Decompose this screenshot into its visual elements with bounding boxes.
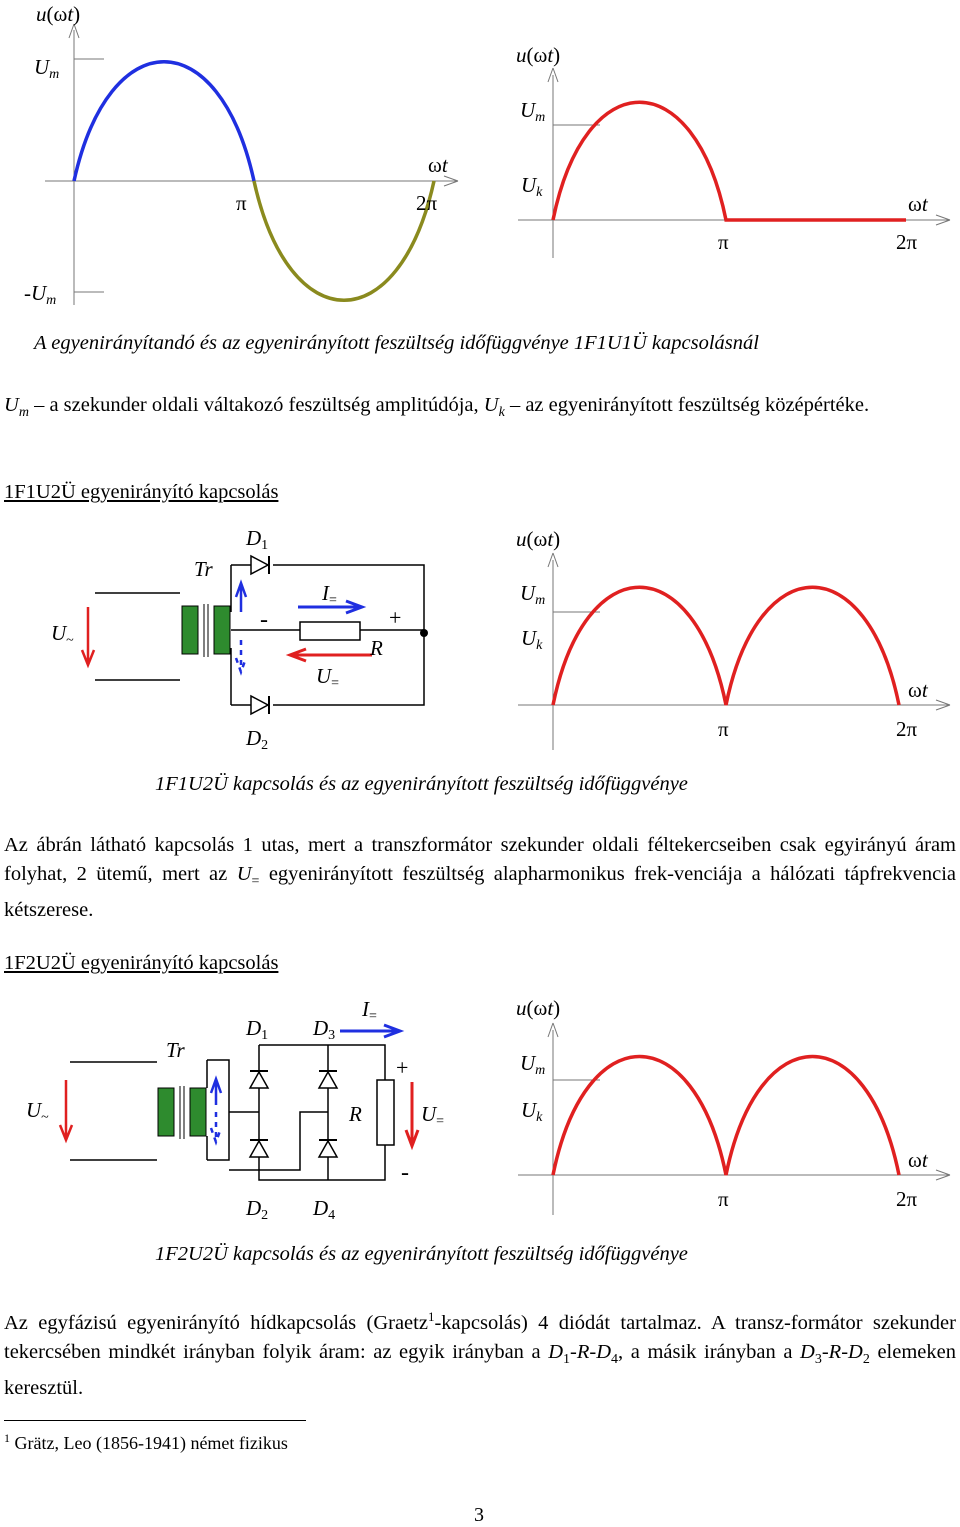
voltage-arrow-u	[406, 1082, 418, 1146]
label-uk: Uk	[521, 1098, 543, 1125]
input-wire	[95, 593, 180, 680]
section-title-1f2u2u: 1F2U2Ü egyenirányító kapcsolás	[4, 952, 279, 974]
label-um: Um	[520, 581, 546, 608]
diode-d1	[250, 1071, 268, 1088]
label-d3: D3	[313, 1016, 336, 1043]
label-minus: -	[260, 607, 268, 633]
axis-arrow	[548, 553, 950, 710]
label-pi: π	[718, 717, 729, 741]
label-uk: Uk	[521, 173, 543, 200]
label-omega-t: ωt	[428, 153, 448, 177]
footnote-rule	[4, 1420, 306, 1421]
transformer-primary	[182, 606, 198, 654]
input-voltage-arrow	[82, 607, 94, 665]
label-minus: -	[401, 1160, 409, 1186]
label-d1: D1	[246, 526, 269, 553]
sine-negative-half	[254, 181, 434, 300]
label-pi: π	[718, 1187, 729, 1211]
label-u-tilde: U~	[51, 621, 74, 648]
label-omega-t: ωt	[908, 192, 928, 216]
label-2pi: 2π	[896, 717, 918, 741]
voltage-arrow-u	[290, 649, 372, 661]
label-2pi: 2π	[896, 1187, 918, 1211]
diode-d1	[251, 556, 269, 574]
axis-arrow	[548, 1023, 950, 1180]
input-wire	[70, 1062, 157, 1160]
label-uk: Uk	[521, 626, 543, 653]
label-omega-t: ωt	[908, 1148, 928, 1172]
label-neg-um: -Um	[24, 281, 57, 308]
fullwave-output	[553, 1057, 899, 1176]
label-u-eq: U=	[316, 664, 340, 691]
transformer-secondary	[190, 1088, 206, 1136]
input-voltage-arrow	[60, 1080, 72, 1140]
label-omega-t: ωt	[908, 678, 928, 702]
current-arrow-up	[211, 1079, 221, 1105]
label-d2: D2	[246, 726, 269, 753]
axis-label-u-omega-t: u(ωt)	[516, 527, 561, 551]
label-plus: +	[396, 1055, 409, 1080]
axis-label-u-omega-t: u(ωt)	[516, 43, 561, 67]
halfwave-plot-axes	[518, 75, 950, 258]
transformer-primary	[158, 1088, 174, 1136]
resistor-r	[377, 1080, 394, 1145]
axis-label-u-omega-t: u(ωt)	[36, 2, 81, 26]
label-2pi: 2π	[416, 191, 438, 215]
label-u-eq: U=	[421, 1102, 445, 1129]
label-2pi: 2π	[896, 230, 918, 254]
label-tr: Tr	[166, 1038, 185, 1062]
figure-1	[0, 0, 960, 310]
label-d4: D4	[313, 1196, 336, 1223]
diode-d4	[319, 1140, 337, 1157]
fullwave-output	[553, 587, 899, 705]
paragraph-2: Az ábrán látható kapcsolás 1 utas, mert a transzformátor szekunder oldali féltekercseiben csak egyirányú áram folyhat, 2 ütemű, mert az $U_=$ egyenirányított feszültség alapharmonikus frek-venciája a hálózati tápfrekvencia kétszerese.	[4, 834, 956, 922]
figure-3-caption: 1F2U2Ü kapcsolás és az egyenirányított feszültség időfüggvénye	[155, 1243, 688, 1265]
section-title-1f1u2u: 1F1U2Ü egyenirányító kapcsolás	[4, 481, 279, 503]
label-pi: π	[718, 230, 729, 254]
label-plus: +	[389, 605, 402, 630]
paragraph-3: Az egyfázisú egyenirányító hídkapcsolás (Graetz$^1$-kapcsolás) 4 diódát tartalmaz. A transz-formátor szekunder tekercsében mindkét irányban folyik áram: az egyik irányban a $D_1-R-D_4$, a másik irányban a $D_3-R-D_2$ elemeken keresztül.	[4, 1309, 956, 1399]
current-arrow-down	[211, 1112, 221, 1142]
diode-d3	[319, 1071, 337, 1088]
axis-arrow	[548, 68, 950, 225]
label-u-tilde: U~	[26, 1098, 49, 1125]
halfwave-output	[553, 102, 906, 220]
diode-d2	[250, 1140, 268, 1157]
footnote: $^1$ Grätz, Leo (1856-1941) német fizikus	[4, 1431, 288, 1453]
label-um: Um	[520, 1051, 546, 1078]
paragraph-1: $U_m$ – a szekunder oldali váltakozó feszültség amplitúdója, $U_k$ – az egyenirányított feszültség középértéke.	[4, 394, 870, 421]
current-arrow-up	[236, 583, 246, 612]
transformer-secondary	[214, 606, 230, 654]
transformer-core	[180, 1086, 184, 1139]
label-r: R	[370, 636, 383, 660]
transformer-core	[204, 604, 208, 657]
axis-arrow	[69, 24, 458, 186]
label-d1: D1	[246, 1016, 269, 1043]
junction	[420, 629, 428, 637]
current-arrow-i	[340, 1025, 400, 1037]
figure-2-caption: 1F1U2Ü kapcsolás és az egyenirányított feszültség időfüggvénye	[155, 773, 688, 795]
label-um: Um	[520, 98, 546, 125]
label-i-eq: I=	[322, 581, 337, 608]
label-r: R	[349, 1102, 362, 1126]
figure-3	[0, 990, 960, 1240]
sine-positive-half	[74, 62, 254, 181]
figure-2	[0, 515, 960, 775]
axis-label-u-omega-t: u(ωt)	[516, 996, 561, 1020]
current-arrow-down	[236, 640, 246, 672]
resistor-r	[300, 622, 360, 640]
page-number: 3	[474, 1504, 484, 1526]
label-um: Um	[34, 55, 60, 82]
diode-d2	[251, 696, 269, 714]
label-d2: D2	[246, 1196, 269, 1223]
label-pi: π	[236, 191, 247, 215]
label-tr: Tr	[194, 557, 213, 581]
label-i-eq: I=	[362, 997, 377, 1024]
figure-1-caption: A egyenirányítandó és az egyenirányított feszültség időfüggvénye 1F1U1Ü kapcsolásnál	[34, 332, 759, 354]
